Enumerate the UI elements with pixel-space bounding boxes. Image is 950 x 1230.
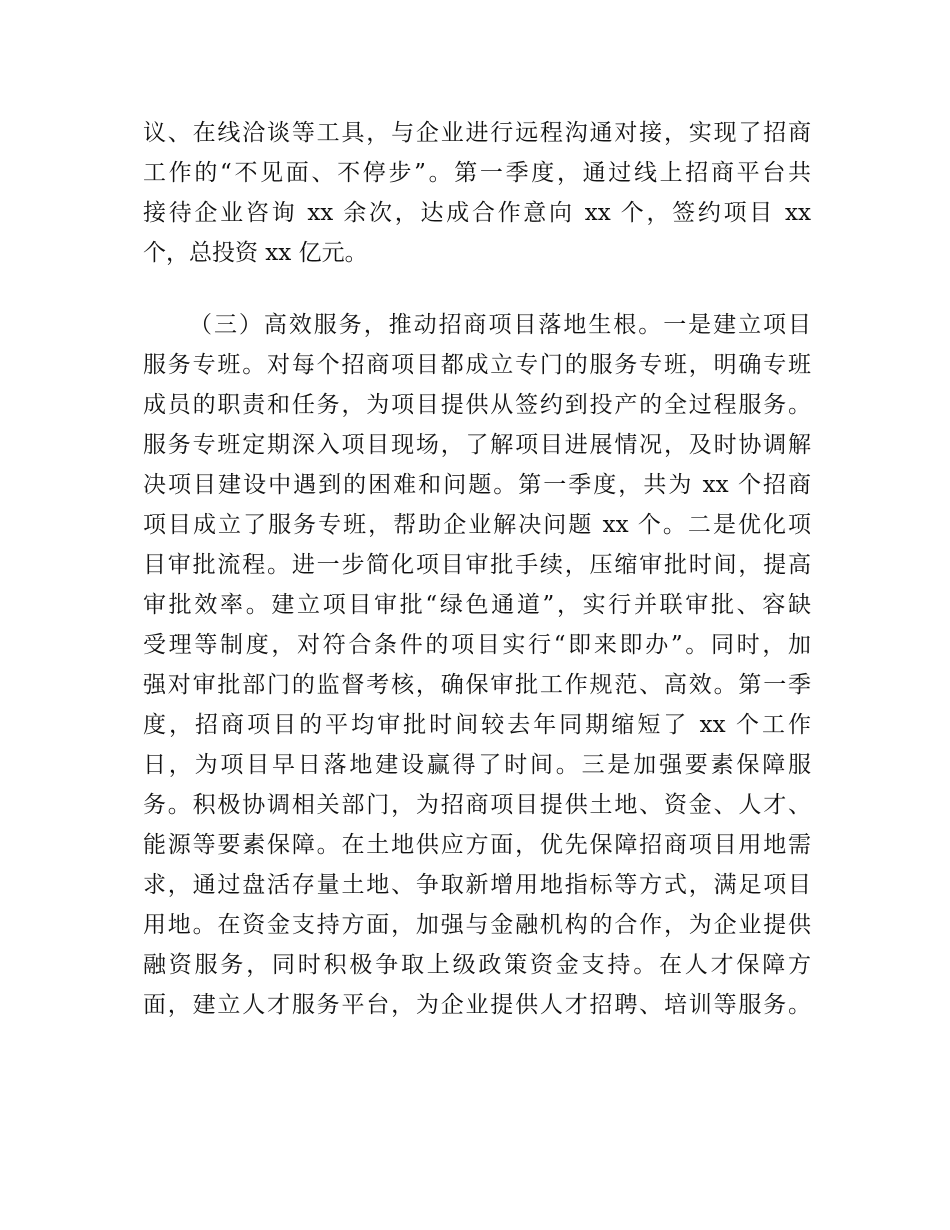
paragraph-online-investment [143,113,811,273]
text-line: 审批效率。建立项目审批“绿色通道”，实行并联审批、容缺 [143,592,811,618]
text-line: （三）高效服务，推动招商项目落地生根。一是建立项目 [189,312,811,338]
text-line: 面，建立人才服务平台，为企业提供人才招聘、培训等服务。 [143,992,811,1018]
text-line: 接待企业咨询 xx 余次，达成合作意向 xx 个，签约项目 xx [143,200,811,226]
text-line: 受理等制度，对符合条件的项目实行“即来即办”。同时，加 [143,632,811,658]
text-line: 能源等要素保障。在土地供应方面，优先保障招商项目用地需 [143,832,811,858]
text-line: 工作的“不见面、不停步”。第一季度，通过线上招商平台共 [143,160,811,186]
text-line: 个，总投资 xx 亿元。 [143,240,368,266]
text-line: 服务专班定期深入项目现场，了解项目进展情况，及时协调解 [143,432,811,458]
text-line: 议、在线洽谈等工具，与企业进行远程沟通对接，实现了招商 [143,120,811,146]
text-line: 成员的职责和任务，为项目提供从签约到投产的全过程服务。 [143,392,811,418]
text-line: 求，通过盘活存量土地、争取新增用地指标等方式，满足项目 [143,872,811,898]
paragraph-efficient-service [143,305,811,1025]
text-line: 融资服务，同时积极争取上级政策资金支持。在人才保障方 [143,952,811,978]
text-line: 决项目建设中遇到的困难和问题。第一季度，共为 xx 个招商 [143,472,811,498]
text-line: 务。积极协调相关部门，为招商项目提供土地、资金、人才、 [143,792,811,818]
text-line: 服务专班。对每个招商项目都成立专门的服务专班，明确专班 [143,352,811,378]
text-line: 强对审批部门的监督考核，确保审批工作规范、高效。第一季 [143,672,811,698]
text-line: 日，为项目早日落地建设赢得了时间。三是加强要素保障服 [143,752,811,778]
text-line: 用地。在资金支持方面，加强与金融机构的合作，为企业提供 [143,912,811,938]
text-line: 目审批流程。进一步简化项目审批手续，压缩审批时间，提高 [143,552,811,578]
text-line: 度，招商项目的平均审批时间较去年同期缩短了 xx 个工作 [143,712,811,738]
text-line: 项目成立了服务专班，帮助企业解决问题 xx 个。二是优化项 [143,512,811,538]
